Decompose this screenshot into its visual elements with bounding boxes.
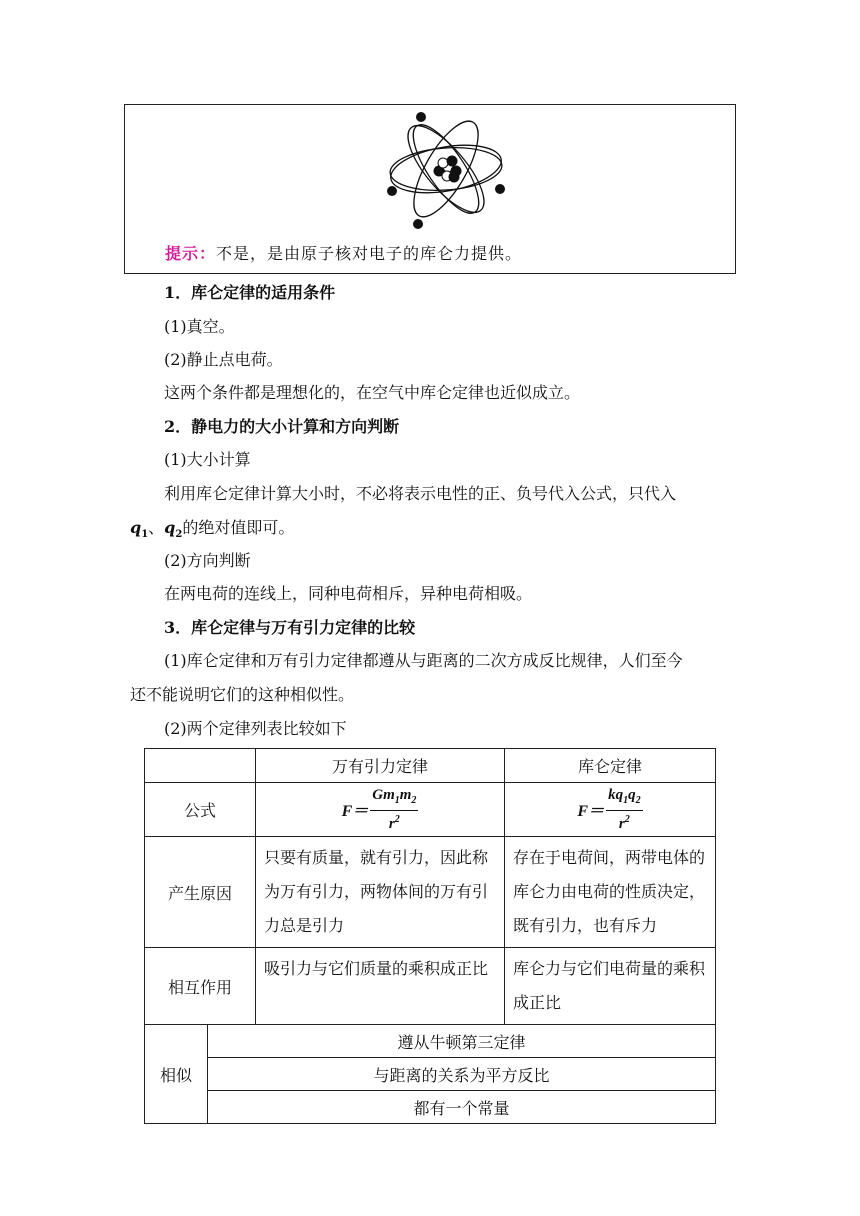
hint-label: 提示： <box>165 244 217 263</box>
row-label-cause: 产生原因 <box>145 837 256 948</box>
table-row <box>145 1091 716 1124</box>
table-row <box>145 1025 716 1058</box>
section-3-item-b: (2)两个定律列表比较如下 <box>164 719 347 738</box>
section-1-item-b: (2)静止点电荷。 <box>164 350 283 369</box>
gravity-formula: F＝ $\frac{Gm_1m_2}{r^2}$ <box>256 783 505 837</box>
row-label-interaction: 相互作用 <box>145 948 256 1025</box>
section-3-a-line1: (1)库仑定律和万有引力定律都遵从与距离的二次方成反比规律，人们至今 <box>164 651 683 670</box>
table-header-row <box>145 749 716 783</box>
header-gravity: 万有引力定律 <box>256 749 505 783</box>
section-1-note: 这两个条件都是理想化的，在空气中库仑定律也近似成立。 <box>164 383 581 402</box>
coulomb-formula: F＝ $\frac{kq_1q_2}{r^2}$ <box>505 783 716 837</box>
section-3-a-line2: 还不能说明它们的这种相似性。 <box>130 685 355 704</box>
table-corner-cell <box>145 749 256 783</box>
table-row <box>145 1058 716 1091</box>
atom-illustration <box>387 109 505 229</box>
section-2-a-text-line1: 利用库仑定律计算大小时，不必将表示电性的正、负号代入公式，只代入 <box>164 484 677 503</box>
header-coulomb: 库仑定律 <box>505 749 716 783</box>
section-2-item-a: (1)大小计算 <box>164 450 251 469</box>
section-1-title: 1．库仑定律的适用条件 <box>164 283 336 302</box>
hint-text <box>165 241 522 264</box>
similarity-item: 都有一个常量 <box>208 1091 716 1124</box>
cause-gravity: 只要有质量，就有引力，因此称为万有引力，两物体间的万有引力总是引力 <box>256 837 505 948</box>
comparison-table <box>144 748 716 1124</box>
hint-box <box>124 104 736 274</box>
section-1-item-a: (1)真空。 <box>164 317 235 336</box>
section-2-b-text: 在两电荷的连线上，同种电荷相斥，异种电荷相吸。 <box>164 584 533 603</box>
section-2-item-b: (2)方向判断 <box>164 551 251 570</box>
table-row <box>145 948 716 1025</box>
row-label-formula: 公式 <box>145 783 256 837</box>
section-2-title: 2．静电力的大小计算和方向判断 <box>164 417 400 436</box>
similarity-item: 遵从牛顿第三定律 <box>208 1025 716 1058</box>
cause-coulomb: 存在于电荷间，两带电体的库仑力由电荷的性质决定，既有引力，也有斥力 <box>505 837 716 948</box>
hint-body: 不是，是由原子核对电子的库仑力提供。 <box>216 244 523 263</box>
interaction-coulomb: 库仑力与它们电荷量的乘积成正比 <box>505 948 716 1025</box>
section-2-a-text-line2: $q_1$、$q_2$的绝对值即可。 <box>130 518 295 541</box>
table-row <box>145 783 716 837</box>
similarity-item: 与距离的关系为平方反比 <box>208 1058 716 1091</box>
interaction-gravity: 吸引力与它们质量的乘积成正比 <box>256 948 505 1025</box>
table-row <box>145 837 716 948</box>
section-3-title: 3．库仑定律与万有引力定律的比较 <box>164 618 416 637</box>
row-label-similar: 相似 <box>145 1025 208 1124</box>
